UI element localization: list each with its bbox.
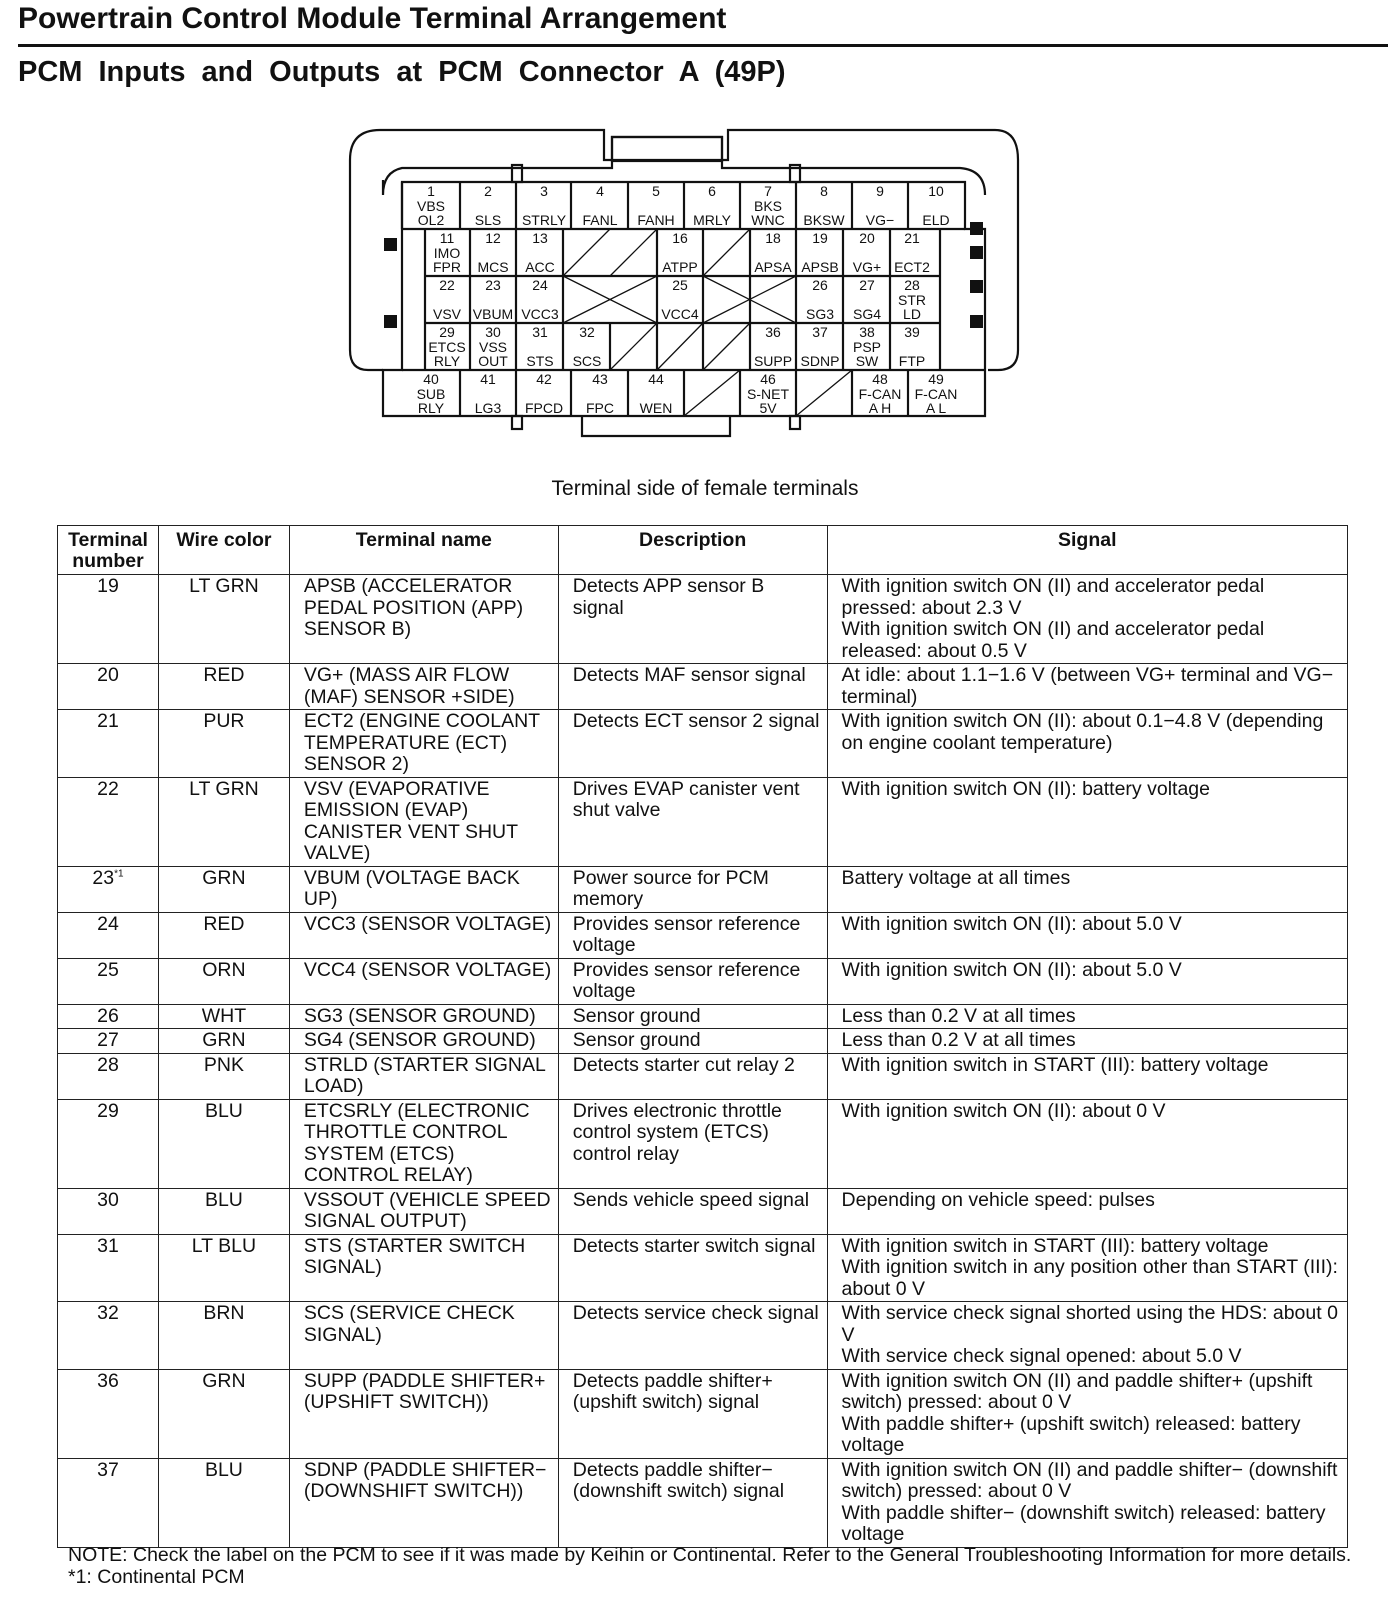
terminal-number-cell (58, 1004, 159, 1029)
table-row (58, 958, 1348, 1004)
pin-label: MCS (477, 259, 509, 275)
terminal-name-cell: APSB (ACCELERATOR PEDAL POSITION (APP) SENSOR B) (289, 575, 558, 664)
description-cell: Detects paddle shifter+ (upshift switch) signal (558, 1369, 827, 1458)
wire-color-cell: PNK (158, 1053, 289, 1099)
wire-color-cell: WHT (158, 1004, 289, 1029)
pin-label: S-NET (747, 386, 789, 402)
terminal-number: 28 (97, 1053, 119, 1076)
pin-number: 22 (439, 277, 455, 293)
pin-number: 23 (485, 277, 501, 293)
pin-label: FANH (637, 212, 675, 228)
pin-label: WNC (751, 212, 785, 228)
terminal-number-cell (58, 958, 159, 1004)
wire-color-cell: PUR (158, 710, 289, 778)
pin-label: VG− (865, 212, 895, 228)
terminal-number: 37 (97, 1458, 119, 1481)
wire-color-cell: GRN (158, 866, 289, 912)
pin-number: 46 (760, 371, 776, 387)
pin-label: LD (903, 306, 921, 322)
pin-label: SG3 (805, 306, 835, 322)
pin-label: SW (855, 353, 879, 369)
signal-cell: With ignition switch ON (II): about 0.1−4.8 V (depending on engine coolant temperature) (827, 710, 1347, 778)
wire-color-cell: GRN (158, 1029, 289, 1054)
page-title: Powertrain Control Module Terminal Arrangement (18, 2, 727, 35)
pin-number: 36 (765, 324, 781, 340)
terminal-name-cell: VSV (EVAPORATIVE EMISSION (EVAP) CANISTER VENT SHUT VALVE) (289, 777, 558, 866)
table-row (58, 1004, 1348, 1029)
terminal-number-cell (58, 1369, 159, 1458)
pin-number: 29 (439, 324, 455, 340)
pin-27 (853, 277, 881, 322)
pin-number: 16 (672, 230, 688, 246)
table-row (58, 1234, 1348, 1302)
table-header-row (58, 526, 1348, 575)
header-signal: Signal (827, 526, 1347, 575)
description-cell: Detects starter switch signal (558, 1234, 827, 1302)
pin-number: 12 (485, 230, 501, 246)
pin-number: 37 (812, 324, 828, 340)
pin-26 (806, 277, 834, 322)
pin-number: 27 (859, 277, 875, 293)
signal-cell: With ignition switch in START (III): battery voltage (827, 1053, 1347, 1099)
terminal-number-cell (58, 1053, 159, 1099)
wire-color-cell: RED (158, 912, 289, 958)
wire-color-cell: GRN (158, 1369, 289, 1458)
pin-label: FPR (433, 259, 461, 275)
signal-cell: Battery voltage at all times (827, 866, 1347, 912)
pin-label: IMO (433, 245, 461, 261)
pin-number: 38 (859, 324, 875, 340)
terminal-number-cell (58, 1302, 159, 1370)
signal-cell: With ignition switch ON (II): about 0 V (827, 1099, 1347, 1188)
pin-number: 40 (423, 371, 439, 387)
table-row (58, 1458, 1348, 1547)
pin-number: 18 (765, 230, 781, 246)
wire-color-cell: LT GRN (158, 575, 289, 664)
pin-label: SDNP (800, 353, 840, 369)
pin-number: 8 (820, 183, 828, 199)
terminal-number: 30 (97, 1188, 119, 1211)
terminal-number-cell (58, 1099, 159, 1188)
pin-number: 10 (928, 183, 944, 199)
pin-36 (754, 324, 792, 369)
pin-label: STR (898, 292, 926, 308)
pin-38 (853, 324, 881, 369)
note-text: NOTE: Check the label on the PCM to see if it was made by Keihin or Continental. Refer to the General Troubleshooting Information for more details. (68, 1544, 1352, 1566)
wire-color-cell: LT GRN (158, 777, 289, 866)
pin-18 (754, 230, 792, 275)
pin-number: 20 (859, 230, 875, 246)
pin-number: 48 (872, 371, 888, 387)
description-cell: Sends vehicle speed signal (558, 1188, 827, 1234)
pin-label: 5V (759, 400, 777, 416)
wire-color-cell: BLU (158, 1099, 289, 1188)
pin-number: 2 (484, 183, 492, 199)
signal-cell: With ignition switch ON (II): about 5.0 V (827, 958, 1347, 1004)
pin-number: 5 (652, 183, 660, 199)
table-row (58, 866, 1348, 912)
pin-13 (525, 230, 555, 275)
connector-caption: Terminal side of female terminals (551, 477, 859, 500)
pin-label: OUT (478, 353, 508, 369)
terminal-number-cell (58, 777, 159, 866)
pin-label: FPCD (524, 400, 564, 416)
header-terminal-number: Terminal number (58, 526, 159, 575)
terminal-number: 20 (97, 664, 119, 686)
pin-number: 39 (904, 324, 920, 340)
pin-number: 6 (708, 183, 716, 199)
description-cell: Detects ECT sensor 2 signal (558, 710, 827, 778)
terminal-name-cell: SUPP (PADDLE SHIFTER+ (UPSHIFT SWITCH)) (289, 1369, 558, 1458)
terminal-name-cell: ETCSRLY (ELECTRONIC THROTTLE CONTROL SYSTEM (ETCS) CONTROL RELAY) (289, 1099, 558, 1188)
description-cell: Detects MAF sensor signal (558, 664, 827, 710)
pin-number: 44 (648, 371, 664, 387)
pin-number: 30 (485, 324, 501, 340)
footnote-text: *1: Continental PCM (68, 1565, 245, 1588)
terminal-number-cell (58, 575, 159, 664)
pin-37 (801, 324, 840, 369)
terminal-number-cell (58, 710, 159, 778)
description-cell: Drives electronic throttle control system (ETCS) control relay (558, 1099, 827, 1188)
signal-cell: With service check signal shorted using the HDS: about 0 V With service check signal opened: about 5.0 V (827, 1302, 1347, 1370)
signal-cell: With ignition switch ON (II) and accelerator pedal pressed: about 2.3 V With ignition switch ON (II) and accelerator pedal released: about 0.5 V (827, 575, 1347, 664)
signal-cell: With ignition switch ON (II): about 5.0 V (827, 912, 1347, 958)
wire-color-cell: BLU (158, 1458, 289, 1547)
table-row (58, 1053, 1348, 1099)
terminal-name-cell: ECT2 (ENGINE COOLANT TEMPERATURE (ECT) SENSOR 2) (289, 710, 558, 778)
pin-39 (899, 324, 925, 369)
pin-2 (475, 183, 501, 228)
description-cell: Sensor ground (558, 1029, 827, 1054)
pin-number: 1 (427, 183, 435, 199)
pin-number: 7 (764, 183, 772, 199)
table-row (58, 912, 1348, 958)
pin-number: 25 (672, 277, 688, 293)
terminal-number: 24 (97, 912, 119, 935)
pin-number: 13 (532, 230, 548, 246)
page-subtitle: PCM Inputs and Outputs at PCM Connector A (49P) (18, 56, 786, 88)
table-row (58, 777, 1348, 866)
terminal-name-cell: SDNP (PADDLE SHIFTER− (DOWNSHIFT SWITCH)) (289, 1458, 558, 1547)
pin-number: 21 (904, 230, 920, 246)
description-cell: Provides sensor reference voltage (558, 912, 827, 958)
pin-label: VCC3 (521, 306, 559, 322)
table-row (58, 1099, 1348, 1188)
description-cell: Detects service check signal (558, 1302, 827, 1370)
pin-label: ELD (922, 212, 950, 228)
terminal-number: 25 (97, 958, 119, 981)
footnote-marker: *1 (114, 868, 124, 879)
description-cell: Detects starter cut relay 2 (558, 1053, 827, 1099)
description-cell: Sensor ground (558, 1004, 827, 1029)
pin-4 (582, 183, 617, 228)
header-description: Description (558, 526, 827, 575)
pin-32 (573, 324, 602, 369)
pin-19 (801, 230, 838, 275)
pin-number: 3 (540, 183, 548, 199)
pin-number: 31 (532, 324, 548, 340)
table-row (58, 664, 1348, 710)
signal-cell: Depending on vehicle speed: pulses (827, 1188, 1347, 1234)
terminal-number: 29 (97, 1099, 119, 1122)
signal-cell: With ignition switch ON (II): battery voltage (827, 777, 1347, 866)
pin-number: 24 (532, 277, 548, 293)
pin-9 (866, 183, 894, 228)
pin-number: 49 (928, 371, 944, 387)
pin-label: F-CAN (858, 386, 902, 402)
pin-label: VBS (416, 198, 446, 214)
pin-number: 26 (812, 277, 828, 293)
pin-20 (853, 230, 881, 275)
table-row (58, 1369, 1348, 1458)
pin-number: 9 (876, 183, 884, 199)
terminal-name-cell: VCC4 (SENSOR VOLTAGE) (289, 958, 558, 1004)
terminal-name-cell: SG3 (SENSOR GROUND) (289, 1004, 558, 1029)
pin-label: LG3 (474, 400, 502, 416)
pin-label: ECT2 (894, 259, 930, 275)
pin-label: RLY (417, 400, 445, 416)
terminal-number: 27 (97, 1029, 119, 1051)
wire-color-cell: ORN (158, 958, 289, 1004)
pin-5 (637, 183, 674, 228)
pin-42 (525, 371, 563, 416)
pin-1 (417, 183, 445, 228)
signal-cell: Less than 0.2 V at all times (827, 1004, 1347, 1029)
pin-label: SUPP (753, 353, 793, 369)
pin-label: MRLY (693, 212, 731, 228)
terminal-number: 19 (97, 575, 119, 597)
terminal-name-cell: STS (STARTER SWITCH SIGNAL) (289, 1234, 558, 1302)
pin-number: 4 (596, 183, 604, 199)
terminal-number: 36 (97, 1369, 119, 1392)
pin-label: ETCS (428, 339, 466, 355)
terminal-number-cell (58, 866, 159, 912)
terminal-number: 21 (97, 710, 119, 732)
terminal-number-cell (58, 1458, 159, 1547)
description-cell: Power source for PCM memory (558, 866, 827, 912)
pin-29 (428, 324, 465, 369)
pin-43 (586, 371, 614, 416)
terminal-number: 32 (97, 1302, 119, 1324)
pin-label: STRLY (521, 212, 567, 228)
terminal-name-cell: STRLD (STARTER SIGNAL LOAD) (289, 1053, 558, 1099)
wire-color-cell: BRN (158, 1302, 289, 1370)
terminal-name-cell: SG4 (SENSOR GROUND) (289, 1029, 558, 1054)
pin-label: A L (925, 400, 947, 416)
pin-label: SCS (572, 353, 602, 369)
pin-22 (433, 277, 462, 322)
pin-label: A H (868, 400, 892, 416)
pin-label: FANL (582, 212, 618, 228)
signal-cell: Less than 0.2 V at all times (827, 1029, 1347, 1054)
pin-label: STS (526, 353, 554, 369)
pin-28 (898, 277, 926, 322)
terminal-number-cell (58, 1188, 159, 1234)
wire-color-cell: BLU (158, 1188, 289, 1234)
pin-8 (803, 183, 845, 228)
pin-number: 11 (439, 230, 455, 246)
pin-number: 41 (480, 371, 496, 387)
pin-label: VSV (432, 306, 462, 322)
pin-label: BKS (753, 198, 783, 214)
wire-color-cell: RED (158, 664, 289, 710)
terminal-name-cell: VCC3 (SENSOR VOLTAGE) (289, 912, 558, 958)
pin-21 (894, 230, 930, 275)
description-cell: Detects APP sensor B signal (558, 575, 827, 664)
pin-11 (433, 230, 461, 275)
signal-cell: With ignition switch ON (II) and paddle shifter− (downshift switch) pressed: about 0 V With paddle shifter− (downshift switch) released: battery voltage (827, 1458, 1347, 1547)
pin-23 (473, 277, 513, 322)
pin-40 (417, 371, 446, 416)
terminal-number: 31 (97, 1234, 119, 1257)
pin-label: F-CAN (914, 386, 958, 402)
pin-label: OL2 (417, 212, 445, 228)
table-row (58, 575, 1348, 664)
terminal-name-cell: VG+ (MASS AIR FLOW (MAF) SENSOR +SIDE) (289, 664, 558, 710)
pin-label: ACC (525, 259, 555, 275)
pin-label: ATPP (662, 259, 698, 275)
terminal-name-cell: VBUM (VOLTAGE BACK UP) (289, 866, 558, 912)
terminal-number-cell (58, 912, 159, 958)
pin-label: VBUM (472, 306, 514, 322)
pin-31 (526, 324, 553, 369)
pin-label: FPC (586, 400, 614, 416)
terminal-number-cell (58, 1029, 159, 1054)
pin-label: SG4 (852, 306, 882, 322)
pin-label: FTP (898, 353, 926, 369)
terminal-name-cell: SCS (SERVICE CHECK SIGNAL) (289, 1302, 558, 1370)
pin-44 (640, 371, 673, 416)
pin-label: VSS (478, 339, 508, 355)
pin-41 (475, 371, 502, 416)
header-terminal-name: Terminal name (289, 526, 558, 575)
pin-label: VG+ (852, 259, 882, 275)
signal-cell: With ignition switch ON (II) and paddle shifter+ (upshift switch) pressed: about 0 V With paddle shifter+ (upshift switch) released: battery voltage (827, 1369, 1347, 1458)
notes (68, 1545, 1378, 1588)
pin-49 (915, 371, 958, 416)
signal-cell: At idle: about 1.1−1.6 V (between VG+ terminal and VG− terminal) (827, 664, 1347, 710)
pin-25 (661, 277, 699, 322)
table-row (58, 1029, 1348, 1054)
pin-16 (662, 230, 698, 275)
header-wire-color: Wire color (158, 526, 289, 575)
table-row (58, 1188, 1348, 1234)
wire-color-cell: LT BLU (158, 1234, 289, 1302)
pin-label: SLS (474, 212, 502, 228)
terminal-number: 23 (92, 866, 115, 889)
pin-number: 19 (812, 230, 828, 246)
pin-30 (478, 324, 508, 369)
pin-24 (521, 277, 559, 322)
pin-number: 42 (536, 371, 552, 387)
signal-cell: With ignition switch in START (III): battery voltage With ignition switch in any position other than START (III): about 0 V (827, 1234, 1347, 1302)
table-row (58, 710, 1348, 778)
pin-label: APSA (754, 259, 792, 275)
terminal-number-cell (58, 664, 159, 710)
pin-10 (922, 183, 949, 228)
terminal-number-cell (58, 1234, 159, 1302)
description-cell: Provides sensor reference voltage (558, 958, 827, 1004)
pin-48 (859, 371, 902, 416)
description-cell: Drives EVAP canister vent shut valve (558, 777, 827, 866)
pin-number: 32 (579, 324, 595, 340)
terminal-number: 26 (97, 1004, 119, 1027)
terminal-name-cell: VSSOUT (VEHICLE SPEED SIGNAL OUTPUT) (289, 1188, 558, 1234)
pin-number: 28 (904, 277, 920, 293)
pin-number: 43 (592, 371, 608, 387)
description-cell: Detects paddle shifter− (downshift switch) signal (558, 1458, 827, 1547)
pin-46 (747, 371, 789, 416)
pin-7 (751, 183, 784, 228)
pin-label: PSP (852, 339, 882, 355)
pin-12 (477, 230, 508, 275)
terminal-number: 22 (97, 777, 119, 800)
pin-label: VCC4 (661, 306, 699, 322)
pin-6 (693, 183, 732, 228)
connector-diagram (0, 0, 1398, 470)
pin-label: APSB (801, 259, 839, 275)
table-row (58, 1302, 1348, 1370)
terminal-table (57, 525, 1348, 1548)
pin-label: WEN (639, 400, 673, 416)
pin-label: SUB (416, 386, 446, 402)
pin-label: BKSW (803, 212, 845, 228)
pin-label: RLY (433, 353, 461, 369)
pin-3 (522, 183, 567, 228)
